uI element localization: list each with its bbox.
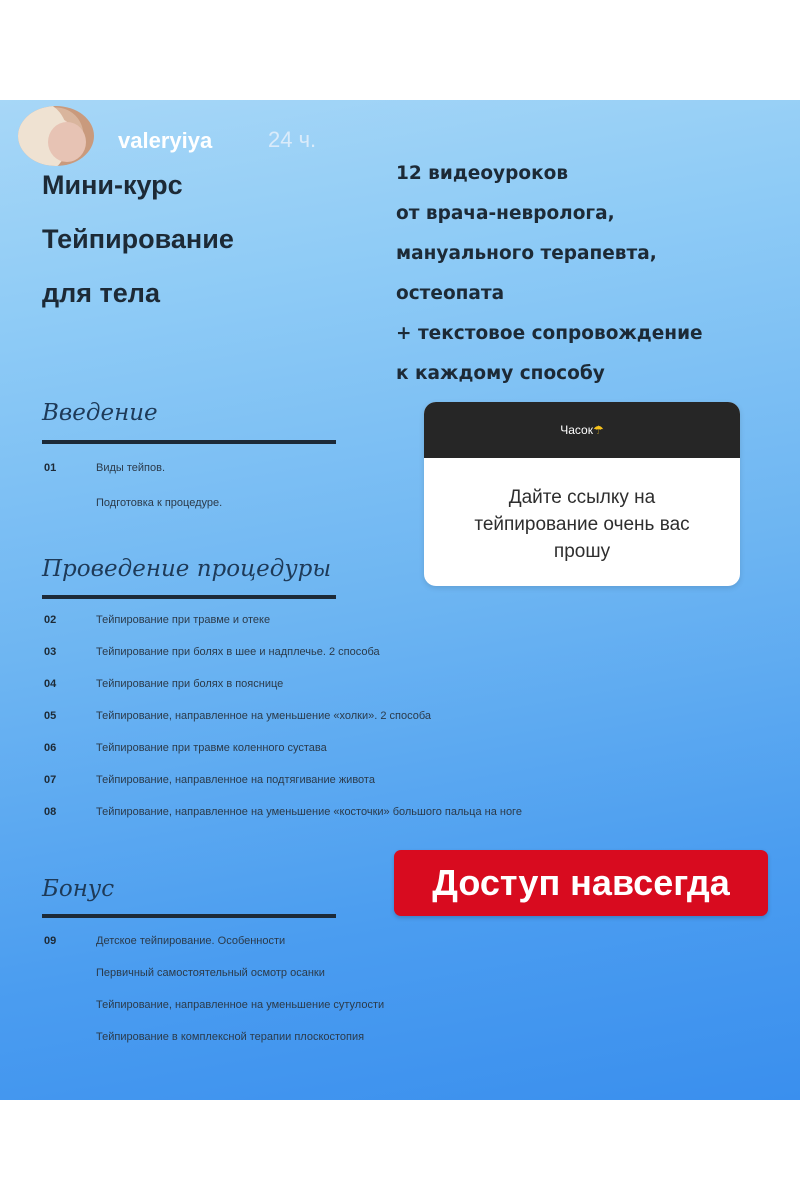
question-text	[424, 458, 740, 565]
item-number: 01	[44, 462, 57, 474]
item-text: Тейпирование в комплексной терапии плоскостопия	[96, 1031, 365, 1043]
item-number: 03	[44, 646, 57, 658]
lifetime-access-badge: Доступ навсегда	[394, 850, 768, 916]
item-number: 09	[44, 935, 57, 947]
item-text: Тейпирование, направленное на уменьшение «косточки» большого пальца на ноге	[96, 806, 522, 818]
item-text: Детское тейпирование. Особенности	[96, 935, 286, 947]
item-number: 04	[44, 678, 57, 690]
question-text-line: прошу	[553, 541, 611, 562]
question-author: Часок	[560, 423, 593, 437]
question-sticker[interactable]	[424, 402, 740, 586]
item-number: 08	[44, 806, 57, 818]
question-sticker-header	[424, 402, 740, 458]
item-text: Виды тейпов.	[96, 462, 166, 474]
item-number: 02	[44, 614, 57, 626]
section-heading-intro: Введение	[42, 400, 158, 426]
course-title	[42, 158, 234, 320]
question-text-line: тейпирование очень вас	[474, 514, 690, 535]
story-username[interactable]: valeryiya	[118, 128, 213, 153]
avatar[interactable]	[18, 106, 94, 166]
course-title-line: Мини-курс	[42, 170, 183, 200]
item-text: Тейпирование, направленное на уменьшение сутулости	[96, 999, 385, 1011]
story-time: 24 ч.	[268, 127, 317, 152]
item-text: Тейпирование, направленное на уменьшение «холки». 2 способа	[96, 710, 432, 722]
section-divider	[42, 914, 336, 918]
section-heading-procedure: Проведение процедуры	[42, 556, 332, 582]
description-line: 12 видеоуроков	[396, 163, 569, 184]
item-text: Тейпирование при болях в шее и надплечье. 2 способа	[96, 646, 380, 658]
item-number: 06	[44, 742, 57, 754]
course-title-line: для тела	[42, 278, 160, 308]
umbrella-icon: ☂	[592, 423, 604, 437]
course-description	[396, 154, 703, 394]
question-text-line: Дайте ссылку на	[508, 487, 656, 508]
section-divider	[42, 595, 336, 599]
item-text: Тейпирование при травме коленного сустава	[96, 742, 327, 754]
description-line: к каждому способу	[396, 363, 605, 384]
description-line: остеопата	[396, 283, 505, 304]
item-text: Первичный самостоятельный осмотр осанки	[96, 967, 325, 979]
item-text: Тейпирование при болях в пояснице	[96, 678, 284, 690]
item-text: Тейпирование при травме и отеке	[96, 614, 271, 626]
story-card	[0, 100, 800, 1100]
item-number: 07	[44, 774, 57, 786]
course-title-line: Тейпирование	[42, 224, 234, 254]
section-heading-bonus: Бонус	[42, 876, 115, 902]
item-number: 05	[44, 710, 57, 722]
avatar-face	[48, 122, 86, 162]
item-text: Тейпирование, направленное на подтягивание живота	[96, 774, 375, 786]
section-divider	[42, 440, 336, 444]
item-text: Подготовка к процедуре.	[96, 497, 223, 509]
description-line: мануального терапевта,	[396, 243, 657, 264]
description-line: + текстовое сопровождение	[396, 323, 703, 344]
description-line: от врача-невролога,	[396, 203, 615, 224]
